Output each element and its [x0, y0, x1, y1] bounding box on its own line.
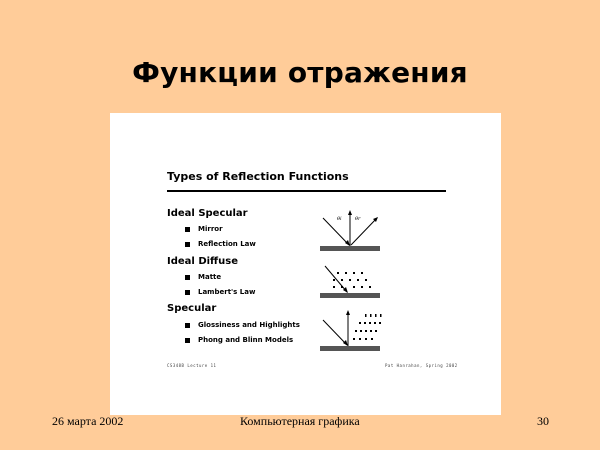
bullet-label: Glossiness and Highlights [198, 321, 300, 329]
bullet-reflection-law [185, 240, 256, 248]
diagram-ideal-diffuse [320, 266, 380, 298]
bullet-mirror [185, 225, 223, 233]
bullet-label: Matte [198, 273, 222, 281]
bullet-phong-blinn [185, 336, 293, 344]
diagram-specular [320, 310, 382, 351]
bullet-label: Reflection Law [198, 240, 256, 248]
heading-rule [167, 190, 446, 192]
figure-image [110, 113, 501, 415]
incident-arrowhead [345, 240, 350, 246]
incident-ray [323, 218, 349, 245]
bullet-square-icon [185, 290, 190, 295]
section-specular: Specular [167, 303, 217, 314]
footer-date: 26 марта 2002 [52, 414, 124, 428]
bullet-lamberts-law [185, 288, 255, 296]
normal-arrowhead [346, 310, 350, 315]
credit-right: Pat Hanrahan, Spring 2002 [385, 363, 458, 368]
bullet-matte [185, 273, 221, 281]
bullet-square-icon [185, 227, 190, 232]
reflection-diagrams [315, 208, 395, 358]
bullet-square-icon [185, 242, 190, 247]
glossy-lobe-dots [353, 314, 382, 340]
bullet-label: Phong and Blinn Models [198, 336, 294, 344]
diffuse-dots [333, 272, 371, 288]
theta-i-label: θi [337, 216, 342, 222]
surface-bar [320, 293, 380, 298]
section-ideal-diffuse: Ideal Diffuse [167, 256, 239, 267]
section-ideal-specular: Ideal Specular [167, 208, 248, 219]
figure-heading: Types of Reflection Functions [167, 170, 349, 183]
normal-arrowhead [348, 210, 352, 215]
credit-left: CS348B Lecture 11 [167, 363, 217, 368]
bullet-glossiness [185, 321, 300, 329]
footer-page-number: 30 [537, 414, 549, 428]
slide-title: Функции отражения [132, 56, 468, 89]
surface-bar [320, 246, 380, 251]
theta-r-label: θr [355, 216, 361, 222]
incident-ray [325, 266, 347, 292]
footer-course: Компьютерная графика [240, 414, 360, 428]
incident-ray [323, 320, 347, 345]
diagram-ideal-specular [320, 210, 380, 251]
bullet-label: Mirror [198, 225, 223, 233]
surface-bar [320, 346, 380, 351]
reflected-ray [351, 218, 377, 245]
bullet-square-icon [185, 323, 190, 328]
bullet-label: Lambert's Law [198, 288, 256, 296]
bullet-square-icon [185, 275, 190, 280]
bullet-square-icon [185, 338, 190, 343]
